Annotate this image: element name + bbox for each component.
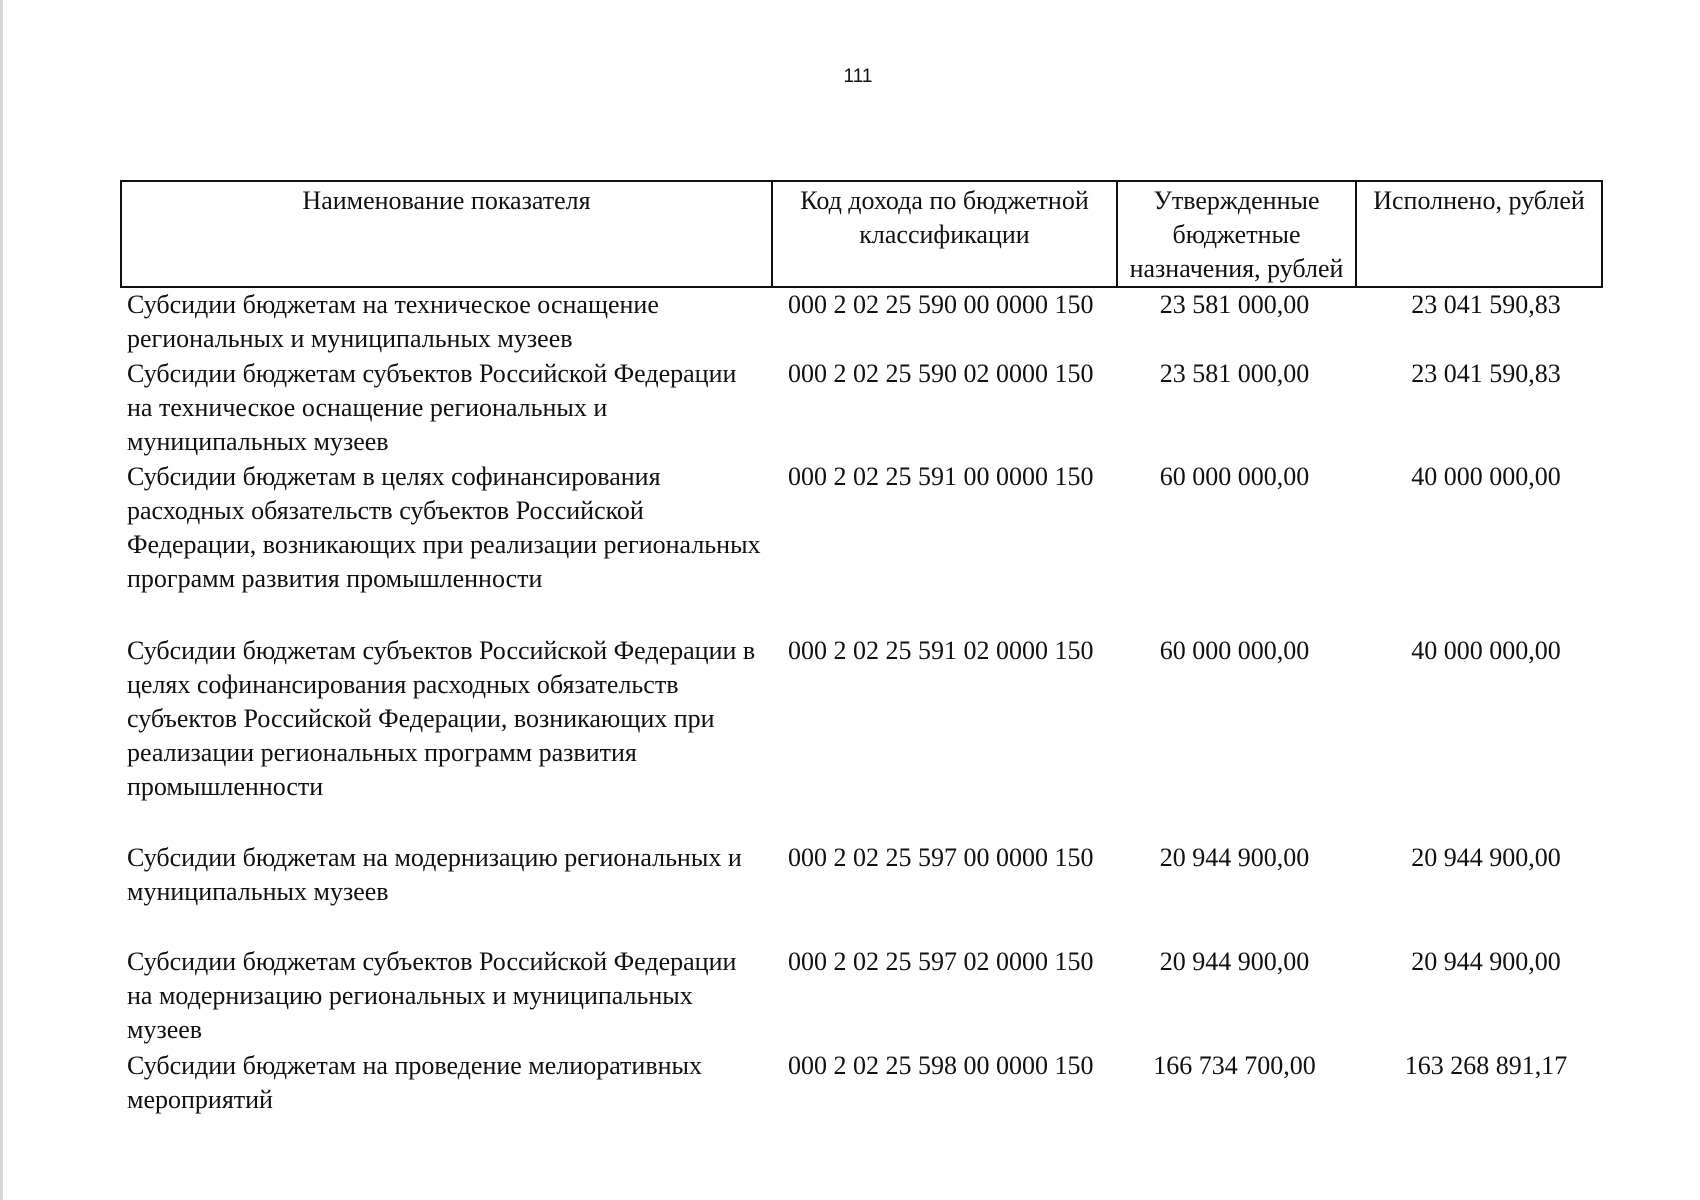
executed-amount: 23 041 590,83	[1411, 290, 1561, 319]
table-row	[121, 287, 1602, 357]
income-code: 000 2 02 25 590 00 0000 150	[788, 290, 1094, 319]
executed-amount: 40 000 000,00	[1411, 462, 1561, 491]
indicator-name: Субсидии бюджетам на проведение мелиоративных мероприятий	[127, 1051, 702, 1114]
table-header-row	[121, 181, 1602, 287]
table-row	[121, 634, 1602, 841]
approved-amount: 166 734 700,00	[1153, 1051, 1316, 1080]
executed-amount: 23 041 590,83	[1411, 359, 1561, 388]
executed-amount: 40 000 000,00	[1411, 636, 1561, 665]
income-code: 000 2 02 25 597 00 0000 150	[788, 843, 1094, 872]
indicator-name: Субсидии бюджетам в целях софинансирования расходных обязательств субъектов Российской Федерации, возникающих при реализации региональных программ развития промышленности	[127, 462, 761, 593]
approved-amount: 60 000 000,00	[1159, 462, 1310, 491]
budget-table	[120, 180, 1603, 1119]
approved-amount: 23 581 000,00	[1159, 290, 1310, 319]
approved-amount: 23 581 000,00	[1159, 359, 1310, 388]
income-code: 000 2 02 25 590 02 0000 150	[788, 359, 1094, 388]
income-code: 000 2 02 25 598 00 0000 150	[788, 1051, 1094, 1080]
executed-amount: 163 268 891,17	[1404, 1051, 1568, 1080]
table-row	[121, 460, 1602, 634]
indicator-name: Субсидии бюджетам на техническое оснащение региональных и муниципальных музеев	[127, 290, 659, 353]
approved-amount: 60 000 000,00	[1159, 636, 1310, 665]
approved-amount: 20 944 900,00	[1159, 843, 1310, 872]
indicator-name: Субсидии бюджетам субъектов Российской Федерации на модернизацию региональных и муниципальных музеев	[127, 947, 737, 1044]
executed-amount: 20 944 900,00	[1411, 947, 1561, 976]
income-code: 000 2 02 25 591 02 0000 150	[788, 636, 1094, 665]
table-row	[121, 841, 1602, 945]
header-income-code: Код дохода по бюджетной классификации	[772, 181, 1117, 287]
table-row	[121, 1049, 1602, 1119]
scan-edge	[0, 0, 3, 1200]
executed-amount: 20 944 900,00	[1411, 843, 1561, 872]
income-code: 000 2 02 25 597 02 0000 150	[788, 947, 1094, 976]
income-code: 000 2 02 25 591 00 0000 150	[788, 462, 1094, 491]
header-executed-amount: Исполнено, рублей	[1356, 181, 1602, 287]
approved-amount: 20 944 900,00	[1159, 947, 1310, 976]
indicator-name: Субсидии бюджетам субъектов Российской Федерации в целях софинансирования расходных обязательств субъектов Российской Федерации, возникающих при реализации региональных программ развития промышленности	[127, 636, 756, 801]
indicator-name: Субсидии бюджетам на модернизацию региональных и муниципальных музеев	[127, 843, 742, 906]
header-indicator-name: Наименование показателя	[121, 181, 772, 287]
table-row	[121, 945, 1602, 1049]
indicator-name: Субсидии бюджетам субъектов Российской Федерации на техническое оснащение региональных и муниципальных музеев	[127, 359, 737, 456]
header-approved-amount: Утвержденные бюджетные назначения, рублей	[1117, 181, 1356, 287]
page-number: 111	[843, 66, 873, 87]
table-row	[121, 357, 1602, 460]
